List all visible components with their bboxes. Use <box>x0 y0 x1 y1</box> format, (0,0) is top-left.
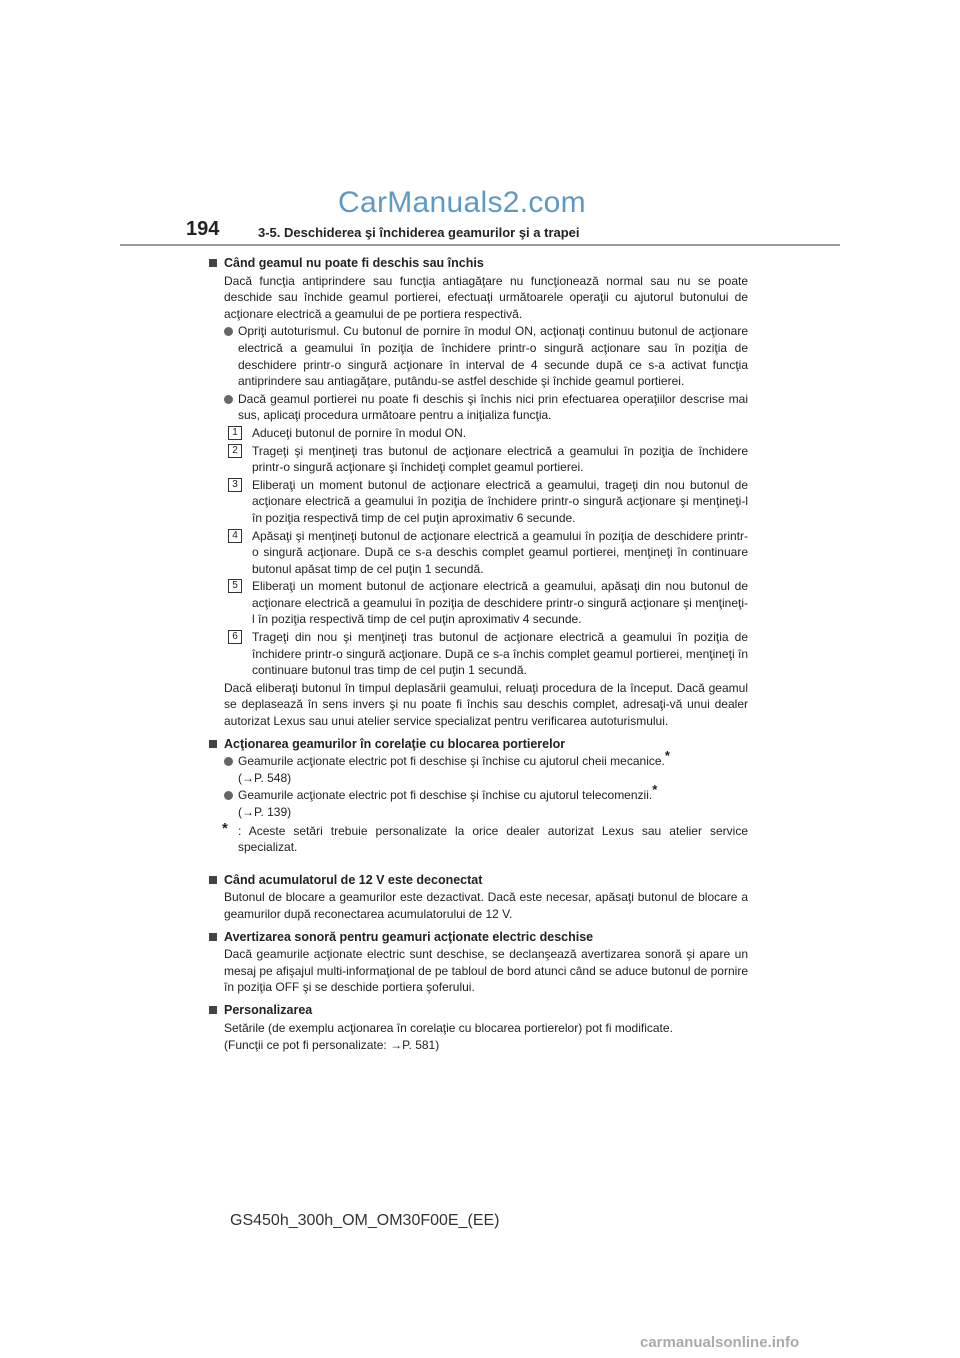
square-bullet-icon <box>209 259 217 267</box>
step-number: 3 <box>228 478 242 492</box>
section-title: Când acumulatorul de 12 V este deconectat <box>208 872 748 889</box>
section-title: Acţionarea geamurilor în corelaţie cu blocarea portierelor <box>208 736 748 753</box>
asterisk-mark: * <box>652 782 658 798</box>
list-item: Opriţi autoturismul. Cu butonul de pornire în modul ON, acţionaţi continuu butonul de acţionare electrică a geamului în poziţia de închidere printr-o singură acţionare sau în poziţia de deschidere printr-o singură acţionare în interval de 4 secunde după ce s-a activat funcţia antiprindere sau antiagăţare, putându-se astfel deschide şi închide geamul portierei. <box>208 323 748 389</box>
paragraph: Setările (de exemplu acţionarea în corelaţie cu blocarea portierelor) pot fi modificate. <box>224 1020 673 1035</box>
section-title: Avertizarea sonoră pentru geamuri acţionate electric deschise <box>208 929 748 946</box>
list-item: Geamurile acţionate electric pot fi deschise şi închise cu ajutorul cheii mecanice.* (→P. 548) <box>208 753 748 786</box>
page-reference: (→P. 548) <box>238 770 292 785</box>
step-item: 3 Eliberaţi un moment butonul de acţionare electrică a geamului, trageţi din nou butonul de acţionare electrică a geamului în poziţia de închidere printr-o singură acţionare şi menţineţi-l în poziţia respectivă timp de cel puţin aproximativ 6 secunde. <box>208 477 748 527</box>
watermark-bottom: carmanualsonline.info <box>640 1334 800 1351</box>
circle-bullet-icon <box>224 395 233 404</box>
circle-bullet-icon <box>224 327 233 336</box>
step-number: 6 <box>228 630 242 644</box>
footnote: * : Aceste setări trebuie personalizate la orice dealer autorizat Lexus sau atelier service specializat. <box>222 819 748 855</box>
step-number: 1 <box>228 426 242 440</box>
list-item: Geamurile acţionate electric pot fi deschise şi închise cu ajutorul telecomenzii.* (→P. 139) <box>208 787 748 820</box>
page-content <box>208 255 748 1054</box>
paragraph: Dacă eliberaţi butonul în timpul deplasării geamului, reluaţi procedura de la început. Dacă geamul se deplasează în sens invers şi nu poate fi închis sau deschis complet, adresaţi-vă unui dealer autorizat Lexus sau unui atelier service specializat pentru verificarea autoturismului. <box>224 680 748 729</box>
section-title: Când geamul nu poate fi deschis sau închis <box>208 255 748 272</box>
step-number: 4 <box>228 529 242 543</box>
square-bullet-icon <box>209 740 217 748</box>
list-item: Dacă geamul portierei nu poate fi deschis şi închis nici prin efectuarea operaţiilor descrise mai sus, aplicaţi procedura următoare pentru a iniţializa funcţia. <box>208 391 748 424</box>
watermark-top: CarManuals2.com <box>338 186 586 219</box>
step-item: 6 Trageţi din nou şi menţineţi tras butonul de acţionare electrică a geamului în poziţia de închidere printr-o singură acţionare. După ce s-a închis complet geamul portierei, menţineţi în continuare butonul tras timp de cel puţin 1 secundă. <box>208 629 748 679</box>
step-number: 5 <box>228 579 242 593</box>
square-bullet-icon <box>209 933 217 941</box>
asterisk-mark: * <box>664 748 670 764</box>
circle-bullet-icon <box>224 757 233 766</box>
footer-code: GS450h_300h_OM_OM30F00E_(EE) <box>230 1212 500 1229</box>
step-item: 5 Eliberaţi un moment butonul de acţionare electrică a geamului, apăsaţi din nou butonul de acţionare electrică a geamului în poziţia de deschidere printr-o singură acţionare şi menţineţi-l în poziţia respectivă timp de cel puţin aproximativ 4 secunde. <box>208 578 748 628</box>
step-item: 1 Aduceţi butonul de pornire în modul ON. <box>208 425 748 442</box>
section-heading: 3-5. Deschiderea şi închiderea geamurilor şi a trapei <box>258 225 580 240</box>
asterisk-mark: * <box>222 819 228 837</box>
paragraph: Butonul de blocare a geamurilor este dezactivat. Dacă este necesar, apăsaţi butonul de blocare a geamurilor după reconectarea acumulatorului de 12 V. <box>224 890 748 921</box>
step-item: 2 Trageţi şi menţineţi tras butonul de acţionare electrică a geamului în poziţia de închidere printr-o singură acţionare şi închideţi complet geamul portierei. <box>208 443 748 476</box>
step-item: 4 Apăsaţi şi menţineţi butonul de acţionare electrică a geamului în poziţia de deschidere printr-o singură acţionare. După ce s-a deschis complet geamul portierei, menţineţi în continuare butonul apăsat timp de cel puţin 1 secundă. <box>208 528 748 578</box>
square-bullet-icon <box>209 876 217 884</box>
header-rule <box>120 244 840 246</box>
circle-bullet-icon <box>224 791 233 800</box>
paragraph: Dacă geamurile acţionate electric sunt deschise, se declanşează avertizarea sonoră şi apare un mesaj pe afişajul multi-informaţional de pe tabloul de bord atunci când se aduce butonul de pornire în poziţia OFF şi se deschide portiera şoferului. <box>224 947 748 995</box>
section-title: Personalizarea <box>208 1002 748 1019</box>
step-number: 2 <box>228 444 242 458</box>
square-bullet-icon <box>209 1006 217 1014</box>
page-reference: (→P. 139) <box>238 805 292 819</box>
paragraph: Dacă funcţia antiprindere sau funcţia antiagăţare nu funcţionează normal sau nu se poate deschide sau închide geamul portierei, efectuaţi următoarele operaţii cu ajutorul butonului de acţionare electrică a geamului de pe portiera respectivă. <box>224 273 748 321</box>
page-number: 194 <box>186 218 220 240</box>
paragraph: (Funcţii ce pot fi personalizate: →P. 581) <box>224 1038 440 1053</box>
